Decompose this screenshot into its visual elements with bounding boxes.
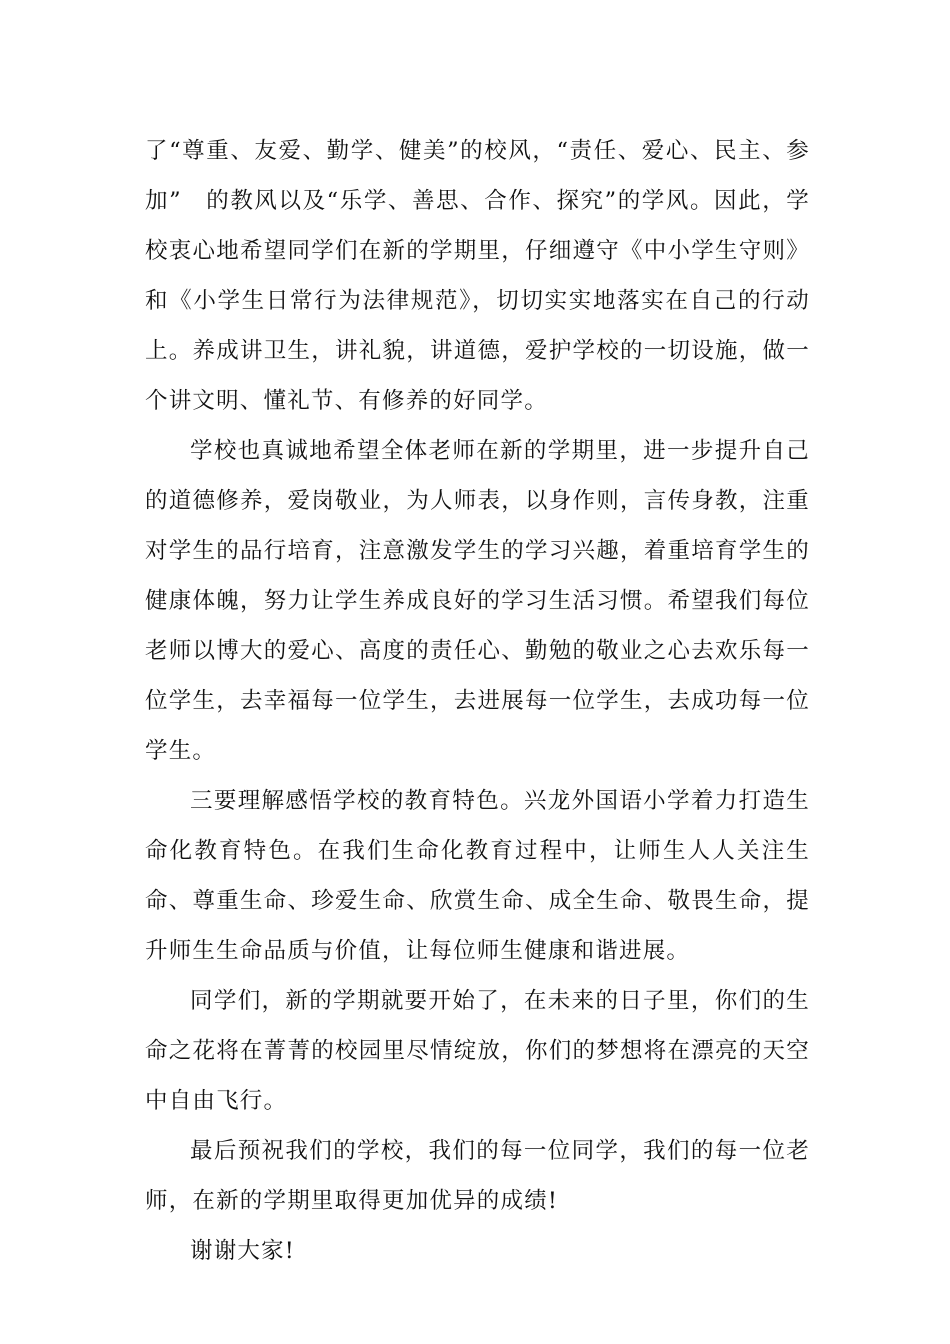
document-body: [145, 126, 810, 1276]
paragraph-teacher-hopes: 学校也真诚地希望全体老师在新的学期里，进一步提升自己的道德修养，爱岗敬业，为人师表，以身作则，言传身教，注重对学生的品行培育，注意激发学生的学习兴趣，着重培育学生的健康体魄，努力让学生养成良好的学习生活习惯。希望我们每位老师以博大的爱心、高度的责任心、勤勉的敬业之心去欢乐每一位学生，去幸福每一位学生，去进展每一位学生，去成功每一位学生。: [145, 438, 810, 764]
paragraph-education-feature: 三要理解感悟学校的教育特色。兴龙外国语小学着力打造生命化教育特色。在我们生命化教育过程中，让师生人人关注生命、尊重生命、珍爱生命、欣赏生命、成全生命、敬畏生命，提升师生生命品质与价值，让每位师生健康和谐进展。: [145, 788, 810, 964]
paragraph-school-ethos: 了“尊重、友爱、勤学、健美”的校风，“责任、爱心、民主、参加” 的教风以及“乐学、善思、合作、探究”的学风。因此，学校衷心地希望同学们在新的学期里，仔细遵守《中小学生守则》和《小学生日常行为法律规范》，切切实实地落实在自己的行动上。养成讲卫生，讲礼貌，讲道德，爱护学校的一切设施，做一个讲文明、懂礼节、有修养的好同学。: [145, 138, 810, 414]
paragraph-closing-wish: 最后预祝我们的学校，我们的每一位同学，我们的每一位老师，在新的学期里取得更加优异的成绩!: [145, 1138, 810, 1214]
paragraph-new-semester: 同学们，新的学期就要开始了，在未来的日子里，你们的生命之花将在菁菁的校园里尽情绽放，你们的梦想将在漂亮的天空中自由飞行。: [145, 988, 810, 1114]
paragraph-thanks: 谢谢大家!: [190, 1238, 296, 1264]
